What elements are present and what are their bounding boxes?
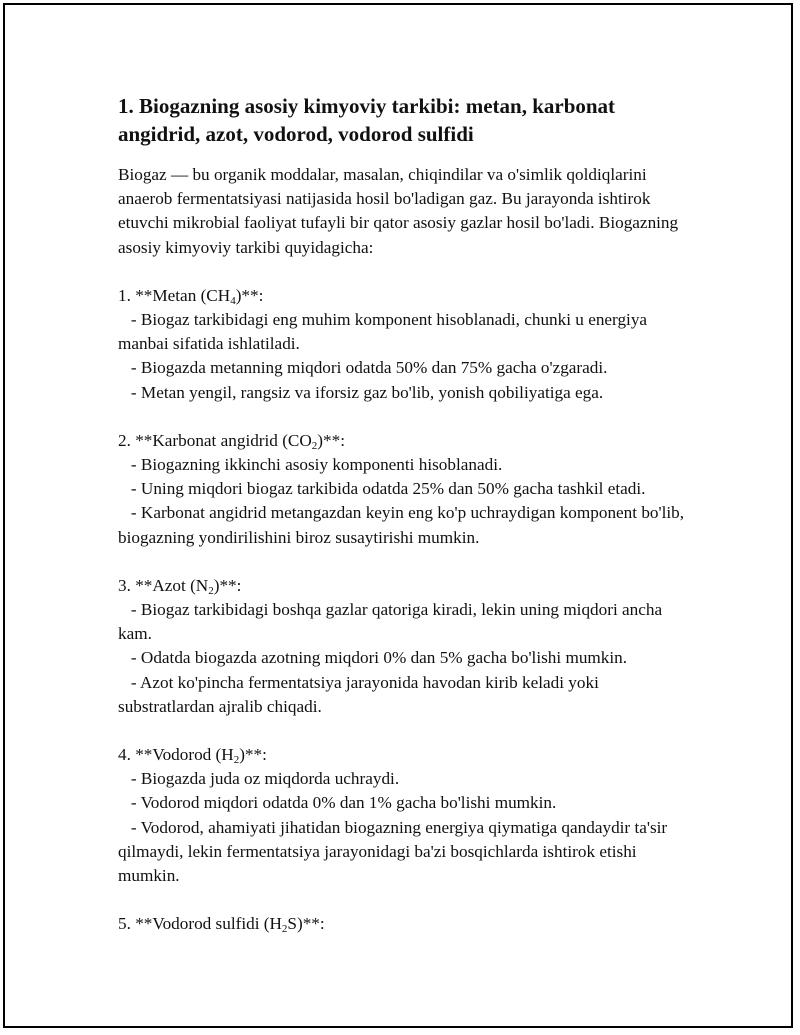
section-title: 1. Biogazning asosiy kimyoviy tarkibi: metan, karbonat angidrid, azot, vodorod, vodorod sulfidi (118, 94, 616, 146)
item-bullet: - Biogazda metanning miqdori odatda 50% dan 75% gacha o'zgaradi. (130, 358, 608, 378)
list-item (118, 912, 690, 936)
item-heading: 2. **Karbonat angidrid $(CO_2)**$: (118, 430, 345, 452)
list-item (118, 429, 690, 550)
item-bullet: - Odatda biogazda azotning miqdori 0% dan 5% gacha bo'lishi mumkin. (130, 648, 628, 668)
list-item (118, 743, 690, 888)
item-bullet: - Biogaz tarkibidagi eng muhim komponent hisoblanadi, chunki u energiya manbai sifatida ishlatiladi. (118, 310, 648, 354)
spacer (118, 888, 690, 912)
item-bullet: - Uning miqdori biogaz tarkibida odatda 25% dan 50% gacha tashkil etadi. (130, 479, 646, 499)
item-heading: 1. **Metan $(CH_4)**$: (118, 285, 264, 307)
spacer (118, 405, 690, 429)
item-heading: 5. **Vodorod sulfidi $(H_2S)**$: (118, 914, 325, 936)
item-bullet: - Azot ko'pincha fermentatsiya jarayonida havodan kirib keladi yoki substratlardan ajralib chiqadi. (118, 672, 599, 716)
item-bullet: - Biogazda juda oz miqdorda uchraydi. (130, 769, 400, 789)
intro-paragraph: Biogaz — bu organik moddalar, masalan, chiqindilar va o'simlik qoldiqlarini anaerob fermentatsiyasi natijasida hosil bo'ladigan gaz. Bu jarayonda ishtirok etuvchi mikrobial faoliyat tufayli bir qator asosiy gazlar hosil bo'ladi. Biogazning asosiy kimyoviy tarkibi quyidagicha: (118, 165, 679, 257)
item-bullet: - Biogaz tarkibidagi boshqa gazlar qatoriga kiradi, lekin uning miqdori ancha kam. (118, 600, 663, 644)
item-heading: 3. **Azot $(N_2)**$: (118, 575, 242, 597)
spacer (118, 550, 690, 574)
item-bullet: - Biogazning ikkinchi asosiy komponenti hisoblanadi. (130, 455, 503, 475)
spacer (118, 260, 690, 284)
list-item (118, 574, 690, 719)
item-heading: 4. **Vodorod $(H_2)**$: (118, 745, 267, 767)
spacer (118, 719, 690, 743)
item-bullet: - Karbonat angidrid metangazdan keyin eng ko'p uchraydigan komponent bo'lib, biogazning yondirilishini biroz susaytirishi mumkin. (118, 503, 685, 547)
list-item (118, 284, 690, 405)
document-body (118, 92, 690, 936)
item-bullet: - Metan yengil, rangsiz va iforsiz gaz bo'lib, yonish qobiliyatiga ega. (130, 382, 604, 402)
item-bullet: - Vodorod miqdori odatda 0% dan 1% gacha bo'lishi mumkin. (130, 793, 557, 813)
item-bullet: - Vodorod, ahamiyati jihatidan biogazning energiya qiymatiga qandaydir ta'sir qilmaydi, lekin fermentatsiya jarayonidagi ba'zi bosqichlarda ishtirok etishi mumkin. (118, 817, 668, 886)
